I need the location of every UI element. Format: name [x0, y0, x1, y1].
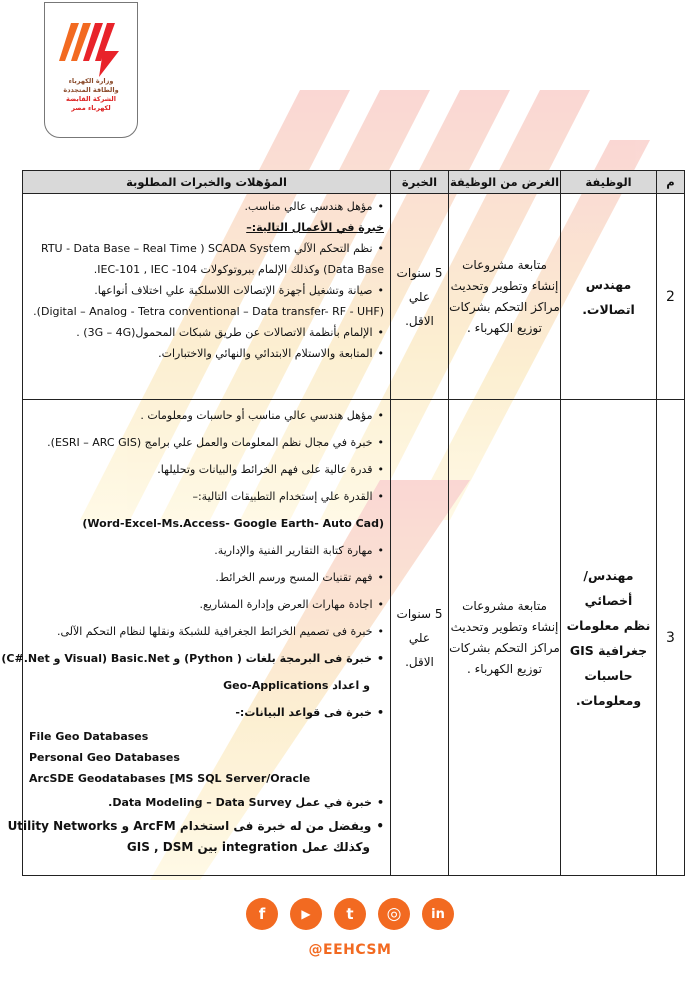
database-item: Personal Geo Databases	[29, 751, 180, 764]
qualification-item: • المتابعة والاستلام الابتدائي والنهائي والاختبارات.	[29, 343, 384, 364]
row-number: 3	[657, 400, 685, 876]
ministry-logo	[44, 2, 138, 138]
header-job: الوظيفة	[561, 171, 657, 194]
purpose-line: مراكز التحكم بشركات	[449, 640, 560, 655]
logo-text-line3: الشركة القابضة	[66, 95, 116, 103]
qualification-item: • فهم تقنيات المسح ورسم الخرائط.	[29, 564, 384, 591]
qualification-item: • القدرة علي إستخدام التطبيقات التالية:–	[29, 483, 384, 510]
job-purpose	[449, 194, 561, 400]
lightning-logo-icon	[59, 21, 125, 77]
qualification-item: (Word-Excel-Ms.Access- Google Earth- Auto Cad)	[82, 517, 384, 530]
experience-line: علي	[408, 630, 431, 645]
purpose-line: إنشاء وتطوير وتحديث	[450, 278, 559, 293]
purpose-line: توزيع الكهرباء .	[467, 320, 542, 335]
purpose-line: إنشاء وتطوير وتحديث	[450, 619, 559, 634]
qualification-item: • نظم التحكم الآلي RTU - Data Base – Real Time ) SCADA System	[29, 238, 384, 259]
experience-line: 5 سنوات	[396, 265, 443, 280]
qualification-item: • خبرة فى تصميم الخرائط الجغرافية للشبكة ونقلها لنظام التحكم الآلى.	[29, 618, 384, 645]
qualifications-list	[1, 400, 391, 876]
database-item: ArcSDE Geodatabases [MS SQL Server/Oracle	[29, 772, 311, 785]
social-links	[0, 898, 700, 930]
table-row	[23, 194, 685, 400]
job-title-line: جغرافية GIS	[569, 642, 648, 658]
purpose-line: متابعة مشروعات	[462, 257, 547, 272]
qualification-item: • اجادة مهارات العرض وإدارة المشاريع.	[29, 591, 384, 618]
instagram-icon[interactable]: ◎	[378, 898, 410, 930]
experience-line: الاقل.	[405, 654, 434, 669]
qualification-item: Data Base) وكذلك الإلمام ببروتوكولات IEC-101 , IEC -104.	[93, 263, 384, 276]
table-header-row	[23, 171, 685, 194]
qualification-item: • مهارة كتابة التقارير الفنية والإدارية.	[29, 537, 384, 564]
qualification-item: • خبرة في عمل Data Modeling – Data Survey.	[29, 789, 384, 816]
experience-line: 5 سنوات	[396, 606, 443, 621]
job-title	[561, 400, 657, 876]
qualification-item: • خبرة فى قواعد البيانات:-	[29, 699, 384, 726]
header-purpose: الغرض من الوظيفة	[449, 171, 561, 194]
qualification-item: وكذلك عمل integration بين GIS , DSM	[126, 840, 370, 854]
qualification-item: • مؤهل هندسي عالي مناسب.	[29, 196, 384, 217]
qualification-item: • قدرة عالية على فهم الخرائط والبيانات وتحليلها.	[29, 456, 384, 483]
qualification-item: و اعداد Geo-Applications	[223, 679, 370, 692]
job-purpose	[449, 400, 561, 876]
purpose-line: مراكز التحكم بشركات	[449, 299, 560, 314]
experience-line: علي	[408, 289, 431, 304]
experience-years	[391, 194, 449, 400]
experience-years	[391, 400, 449, 876]
purpose-line: متابعة مشروعات	[462, 598, 547, 613]
job-title-line: مهندس/أخصائي	[583, 567, 634, 608]
row-number: 2	[657, 194, 685, 400]
header-qualifications: المؤهلات والخبرات المطلوبة	[23, 171, 391, 194]
qualification-item: (Digital – Analog - Tetra conventional – Data transfer- RF - UHF).	[33, 305, 384, 318]
facebook-icon[interactable]: f	[246, 898, 278, 930]
qualification-item: • مؤهل هندسي عالي مناسب أو حاسبات ومعلومات .	[29, 402, 384, 429]
qualification-item: • ويفضل من له خبرة فى استخدام ArcFM و Utility Networks	[29, 816, 384, 837]
twitter-icon[interactable]: t	[334, 898, 366, 930]
linkedin-icon[interactable]: in	[422, 898, 454, 930]
header-number: م	[657, 171, 685, 194]
job-title-line: نظم معلومات	[566, 617, 651, 633]
experience-line: الاقل.	[405, 313, 434, 328]
header-experience: الخبرة	[391, 171, 449, 194]
logo-text-line2: والطاقة المتجددة	[63, 86, 119, 94]
job-title-line: مهندس اتصالات.	[582, 276, 635, 317]
logo-text-line1: وزارة الكهرباء	[68, 77, 114, 85]
job-title-line: ومعلومات.	[575, 692, 642, 708]
qualifications-list	[23, 194, 391, 400]
jobs-table	[1, 170, 685, 876]
table-row	[23, 400, 685, 876]
youtube-icon[interactable]: ▶	[290, 898, 322, 930]
qualification-item: • صيانة وتشغيل أجهزة الإتصالات اللاسلكية علي اختلاف أنواعها.	[29, 280, 384, 301]
database-item: File Geo Databases	[29, 730, 149, 743]
qualification-subheading: خبرة في الأعمال التالية:–	[246, 221, 384, 234]
purpose-line: توزيع الكهرباء .	[467, 661, 542, 676]
logo-text-line4: لكهرباء مصر	[71, 104, 111, 112]
qualification-item: • خبرة فى البرمجة بلغات ( Python) و Visual) Basic.Net و C#.Net)	[29, 645, 384, 672]
job-title	[561, 194, 657, 400]
social-handle[interactable]: @EEHCSM	[308, 942, 392, 958]
job-title-line: حاسبات	[584, 667, 633, 683]
qualification-item: • خبرة في مجال نظم المعلومات والعمل علي برامج (ESRI – ARC GIS).	[29, 429, 384, 456]
qualification-item: • الإلمام بأنظمة الاتصالات عن طريق شبكات المحمول(3G – 4G) .	[29, 322, 384, 343]
